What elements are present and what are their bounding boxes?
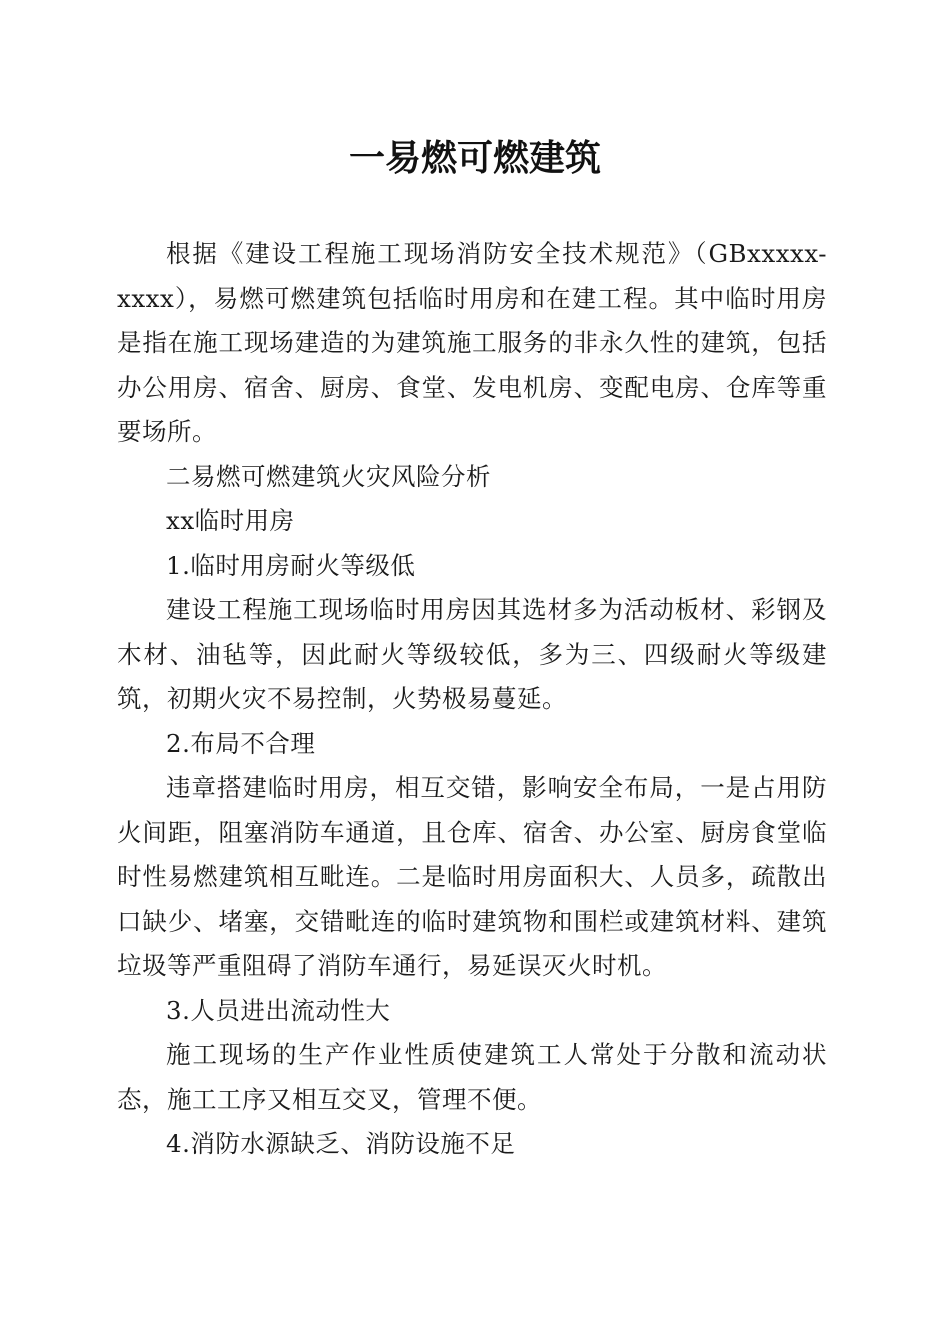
paragraph-item-1: 建设工程施工现场临时用房因其选材多为活动板材、彩钢及木材、油毡等，因此耐火等级较低，多为三、四级耐火等级建筑，初期火灾不易控制，火势极易蔓延。 bbox=[117, 595, 827, 713]
paragraph-item-3: 施工现场的生产作业性质使建筑工人常处于分散和流动状态，施工工序又相互交叉，管理不便。 bbox=[117, 1040, 827, 1114]
item-heading-4: 4.消防水源缺乏、消防设施不足 bbox=[166, 1129, 516, 1158]
item-heading-3: 3.人员进出流动性大 bbox=[166, 995, 391, 1025]
paragraph-intro: 根据《建设工程施工现场消防安全技术规范》（GBxxxxx-xxxx），易燃可燃建筑包括临时用房和在建工程。其中临时用房是指在施工现场建造的为建筑施工服务的非永久性的建筑，包括办公用房、宿舍、厨房、食堂、发电机房、变配电房、仓库等重要场所。 bbox=[117, 239, 827, 446]
item-heading-1: 1.临时用房耐火等级低 bbox=[166, 550, 416, 580]
document-body bbox=[117, 232, 827, 1167]
subsection-heading-temporary-housing: xx临时用房 bbox=[166, 506, 295, 535]
item-heading-2: 2.布局不合理 bbox=[166, 728, 316, 758]
paragraph-item-2: 违章搭建临时用房，相互交错，影响安全布局，一是占用防火间距，阻塞消防车通道，且仓库、宿舍、办公室、厨房食堂临时性易燃建筑相互毗连。二是临时用房面积大、人员多，疏散出口缺少、堵塞，交错毗连的临时建筑物和围栏或建筑材料、建筑垃圾等严重阻碍了消防车通行，易延误灭火时机。 bbox=[117, 773, 827, 980]
document-title: 一易燃可燃建筑 bbox=[348, 137, 601, 179]
section-heading-risk-analysis: 二易燃可燃建筑火灾风险分析 bbox=[166, 461, 491, 491]
